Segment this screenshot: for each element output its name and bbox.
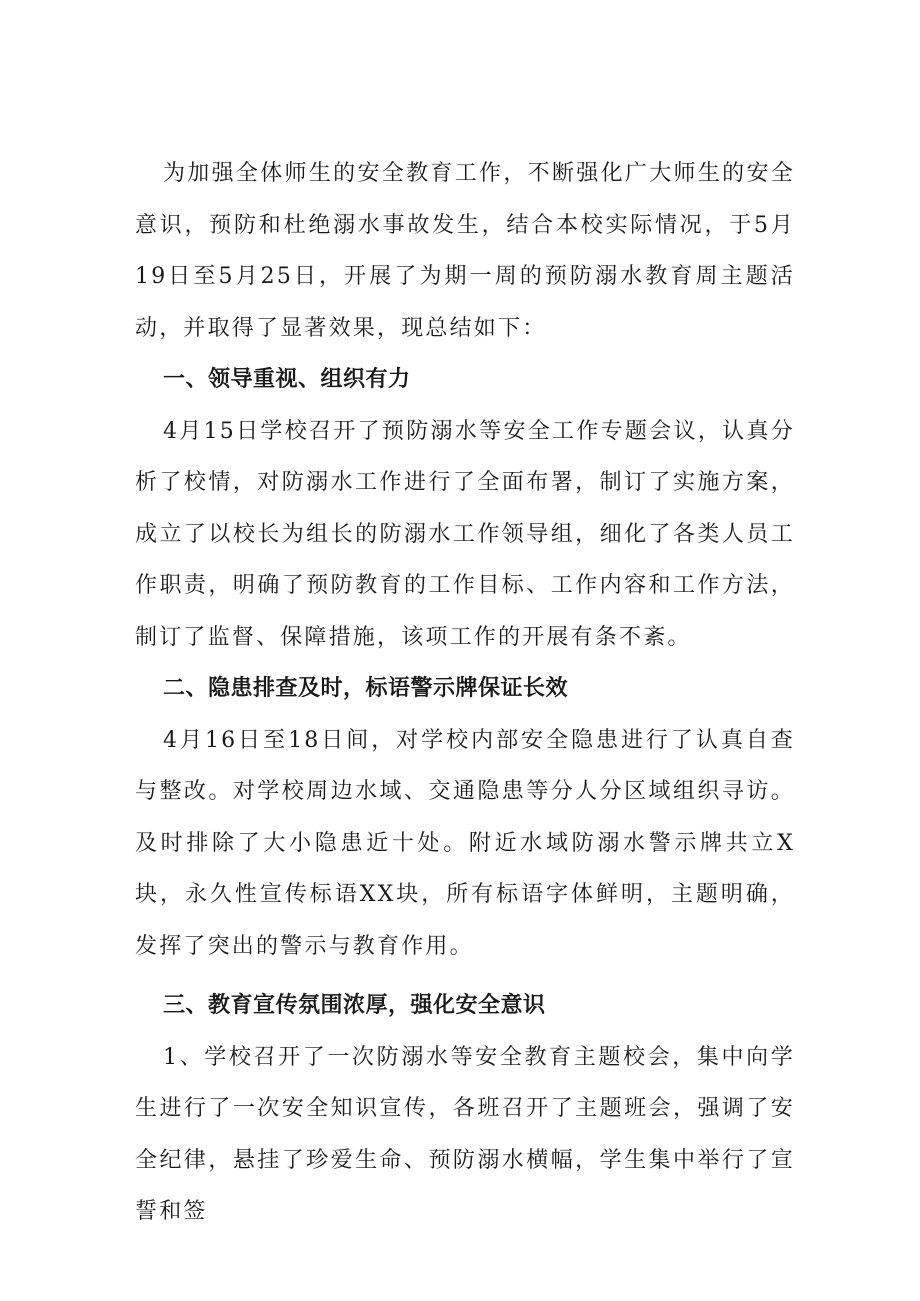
section-3-heading: 三、教育宣传氛围浓厚，强化安全意识 <box>163 993 546 1018</box>
section-3-body: 1、学校召开了一次防溺水等安全教育主题校会，集中向学生进行了一次安全知识宣传，各班召开了主题班会，强调了安全纪律，悬挂了珍爱生命、预防溺水横幅，学生集中举行了宣誓和签 <box>135 1044 795 1224</box>
intro-paragraph: 为加强全体师生的安全教育工作，不断强化广大师生的安全意识，预防和杜绝溺水事故发生，结合本校实际情况，于5月19日至5月25日，开展了为期一周的预防溺水教育周主题活动，并取得了显著效果，现总结如下： <box>135 161 795 341</box>
section-1-heading: 一、领导重视、组织有力 <box>163 367 411 392</box>
section-2-heading: 二、隐患排查及时，标语警示牌保证长效 <box>163 676 569 701</box>
section-2-body: 4月16日至18日间，对学校内部安全隐患进行了认真自查与整改。对学校周边水域、交通隐患等分人分区域组织寻访。及时排除了大小隐患近十处。附近水域防溺水警示牌共立X块，永久性宣传标语XX块，所有标语字体鲜明，主题明确，发挥了突出的警示与教育作用。 <box>135 727 795 959</box>
document-content <box>135 148 795 1238</box>
section-1-body: 4月15日学校召开了预防溺水等安全工作专题会议，认真分析了校情，对防溺水工作进行了全面布署，制订了实施方案，成立了以校长为组长的防溺水工作领导组，细化了各类人员工作职责，明确了预防教育的工作目标、工作内容和工作方法，制订了监督、保障措施，该项工作的开展有条不紊。 <box>135 418 795 650</box>
